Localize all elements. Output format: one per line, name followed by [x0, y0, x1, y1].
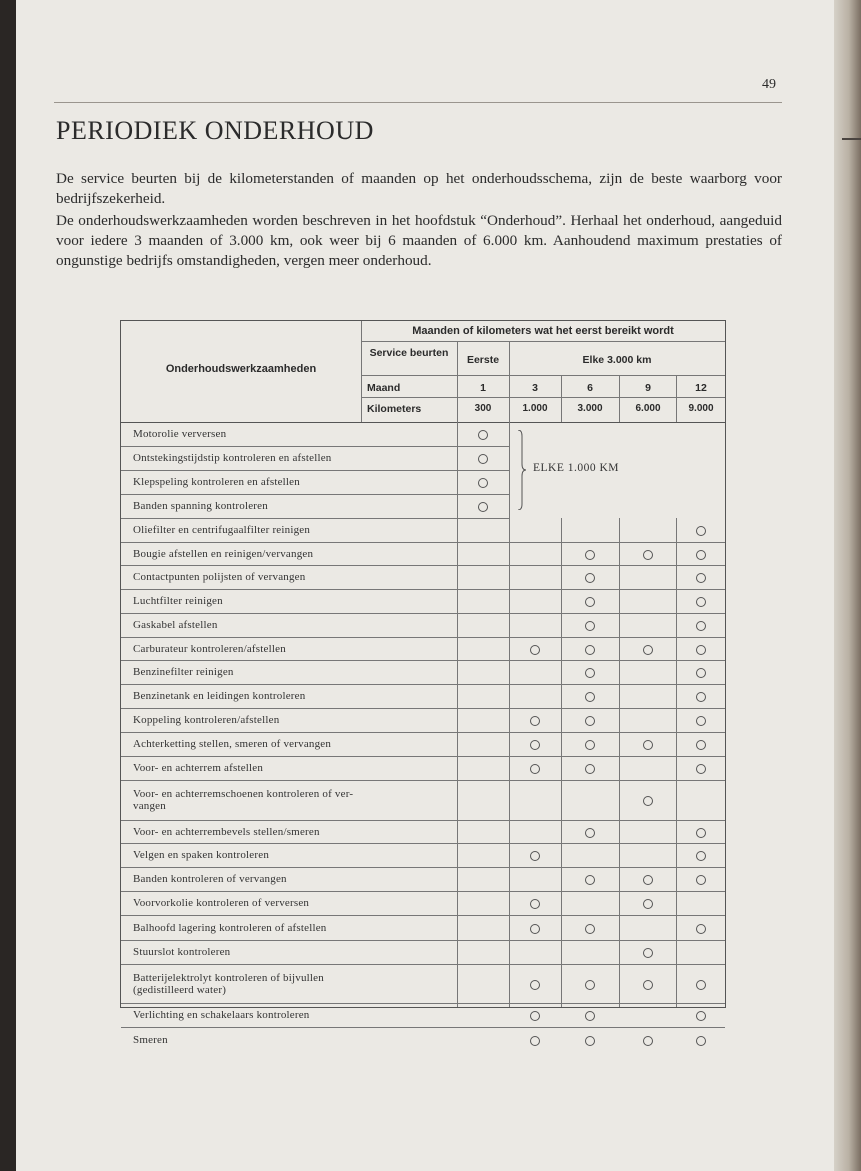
column-line [457, 422, 458, 1007]
kilometers-label: Kilometers [367, 403, 422, 415]
task-label: vangen [133, 800, 166, 812]
column-line [619, 518, 620, 1007]
task-label: Motorolie verversen [133, 428, 227, 440]
service-mark-circle [530, 716, 540, 726]
service-mark-circle [696, 1036, 706, 1046]
page-number: 49 [762, 77, 776, 92]
service-mark-circle [643, 740, 653, 750]
month-value: 6 [587, 382, 593, 394]
row-line [121, 867, 725, 868]
task-label: Oliefilter en centrifugaalfilter reinigen [133, 524, 311, 536]
service-mark-circle [530, 1011, 540, 1021]
row-line [121, 637, 725, 638]
service-mark-circle [530, 899, 540, 909]
task-label: Benzinefilter reinigen [133, 666, 234, 678]
service-mark-circle [585, 621, 595, 631]
service-mark-circle [696, 764, 706, 774]
every-3000-header: Elke 3.000 km [582, 354, 652, 366]
task-label: Koppeling kontroleren/afstellen [133, 714, 280, 726]
service-mark-circle [696, 526, 706, 536]
first-header: Eerste [466, 354, 500, 366]
row-line [121, 613, 725, 614]
task-label: Balhoofd lagering kontroleren of afstellen [133, 921, 327, 934]
service-mark-circle [696, 716, 706, 726]
service-mark-circle [643, 875, 653, 885]
row-line [121, 660, 725, 661]
row-line [121, 1027, 725, 1028]
task-label: Klepspeling kontroleren en afstellen [133, 476, 300, 488]
service-mark-circle [696, 692, 706, 702]
header-rule-line [361, 341, 725, 342]
service-mark-circle [585, 597, 595, 607]
header-rule [54, 102, 782, 103]
header-bottom-line [121, 422, 725, 423]
row-line [121, 964, 725, 965]
service-mark-circle [585, 573, 595, 583]
service-mark-circle [643, 550, 653, 560]
header-top: Maanden of kilometers wat het eerst bereikt wordt [412, 325, 674, 337]
brace-icon [517, 430, 527, 510]
row-line [121, 494, 509, 495]
task-label: Bougie afstellen en reinigen/vervangen [133, 547, 314, 560]
row-line [121, 518, 509, 519]
month-label: Maand [367, 382, 401, 394]
header-divider-line [619, 375, 620, 422]
task-label: Voor- en achterrembevels stellen/smeren [133, 825, 320, 838]
task-label: Luchtfilter reinigen [133, 595, 223, 607]
task-label: Gaskabel afstellen [133, 619, 218, 631]
row-line [121, 1003, 725, 1004]
every-1000-km-label: ELKE 1.000 KM [533, 462, 620, 474]
row-line [121, 940, 725, 941]
task-label: Carburateur kontroleren/afstellen [133, 642, 286, 655]
month-value: 3 [532, 382, 538, 394]
service-mark-circle [530, 764, 540, 774]
service-mark-circle [643, 645, 653, 655]
task-label: Stuurslot kontroleren [133, 946, 231, 958]
service-mark-circle [696, 980, 706, 990]
row-line [121, 756, 725, 757]
service-header: Service beurten [369, 347, 449, 359]
service-mark-circle [530, 740, 540, 750]
service-mark-circle [696, 597, 706, 607]
edge-mark [842, 138, 861, 140]
row-line [121, 780, 725, 781]
maintenance-schedule-table [120, 320, 726, 1046]
task-label: Achterketting stellen, smeren of vervangen [133, 738, 332, 750]
task-label: Smeren [133, 1033, 168, 1046]
task-label: Velgen en spaken kontroleren [133, 849, 270, 861]
service-mark-circle [585, 740, 595, 750]
row-line [121, 891, 725, 892]
service-mark-circle [696, 573, 706, 583]
page-edge [834, 0, 861, 1171]
task-label: Banden kontroleren of vervangen [133, 873, 287, 885]
row-line [121, 589, 725, 590]
service-mark-circle [530, 1036, 540, 1046]
km-value: 3.000 [577, 403, 603, 414]
task-column-header: Onderhoudswerkzaamheden [165, 363, 317, 375]
row-line [121, 708, 725, 709]
service-mark-circle [585, 764, 595, 774]
service-mark-circle [585, 875, 595, 885]
header-rule-line [361, 375, 725, 376]
month-value: 9 [645, 382, 651, 394]
service-mark-circle [643, 1036, 653, 1046]
service-mark-circle [696, 621, 706, 631]
service-mark-circle [696, 668, 706, 678]
row-line [121, 565, 725, 566]
service-mark-circle [696, 851, 706, 861]
column-line [676, 518, 677, 1007]
row-line [121, 446, 509, 447]
row-line [121, 542, 725, 543]
column-line [509, 422, 510, 1007]
header-rule-line [361, 397, 725, 398]
service-mark-circle [530, 851, 540, 861]
task-label: Verlichting en schakelaars kontroleren [133, 1009, 310, 1021]
km-value: 300 [474, 403, 492, 414]
task-label: Voor- en achterremschoenen kontroleren of ver- [133, 788, 354, 800]
service-mark-circle [696, 740, 706, 750]
task-label: Benzinetank en leidingen kontroleren [133, 690, 306, 702]
task-label: (gedistilleerd water) [133, 983, 227, 996]
page-title: PERIODIEK ONDERHOUD [56, 116, 374, 145]
row-line [121, 684, 725, 685]
service-mark-circle [696, 875, 706, 885]
service-mark-circle [585, 550, 595, 560]
service-mark-circle [643, 948, 653, 958]
row-line [121, 820, 725, 821]
service-mark-circle [530, 924, 540, 934]
task-label: Banden spanning kontroleren [133, 500, 268, 512]
km-value: 9.000 [688, 403, 714, 414]
service-mark-circle [585, 1036, 595, 1046]
header-divider-line [561, 375, 562, 422]
service-mark-circle [585, 924, 595, 934]
row-line [121, 915, 725, 916]
task-label: Voorvorkolie kontroleren of verversen [133, 897, 310, 909]
row-line [121, 843, 725, 844]
task-label: Contactpunten polijsten of vervangen [133, 571, 306, 583]
service-mark-circle [643, 980, 653, 990]
service-mark-circle [696, 550, 706, 560]
service-mark-circle [585, 645, 595, 655]
service-mark-circle [530, 980, 540, 990]
row-line [121, 732, 725, 733]
service-mark-circle [585, 692, 595, 702]
service-mark-circle [478, 454, 488, 464]
service-mark-circle [585, 828, 595, 838]
km-value: 6.000 [635, 403, 661, 414]
service-mark-circle [478, 430, 488, 440]
service-mark-circle [643, 899, 653, 909]
task-label: Voor- en achterrem afstellen [133, 762, 264, 774]
task-label: Ontstekingstijdstip kontroleren en afstellen [133, 452, 332, 464]
service-mark-circle [696, 1011, 706, 1021]
service-mark-circle [585, 1011, 595, 1021]
header-divider-line [361, 321, 362, 422]
intro-paragraph-2: De onderhoudswerkzaamheden worden beschreven in het hoofdstuk “Onderhoud”. Herhaal het onderhoud, aangeduid voor iedere 3 maanden of 3.000 km, ook weer bij 6 maanden of 6.000 km. Aanhoudend maximum prestaties of ongunstige bedrijfs omstandigheden, vergen meer onderhoud. [56, 212, 782, 269]
service-mark-circle [585, 668, 595, 678]
intro-paragraph-1: De service beurten bij de kilometerstanden of maanden op het onderhoudsschema, zijn de beste waarborg voor bedrijfszekerheid. [56, 170, 782, 207]
month-value: 12 [695, 382, 707, 394]
row-line [121, 470, 509, 471]
service-mark-circle [696, 645, 706, 655]
service-mark-circle [530, 645, 540, 655]
service-mark-circle [643, 796, 653, 806]
month-value: 1 [480, 382, 486, 394]
km-value: 1.000 [522, 403, 548, 414]
service-mark-circle [696, 828, 706, 838]
service-mark-circle [585, 716, 595, 726]
service-mark-circle [585, 980, 595, 990]
service-mark-circle [478, 502, 488, 512]
task-label: Batterijelektrolyt kontroleren of bijvullen [133, 971, 324, 984]
column-line [561, 518, 562, 1007]
service-mark-circle [478, 478, 488, 488]
service-mark-circle [696, 924, 706, 934]
